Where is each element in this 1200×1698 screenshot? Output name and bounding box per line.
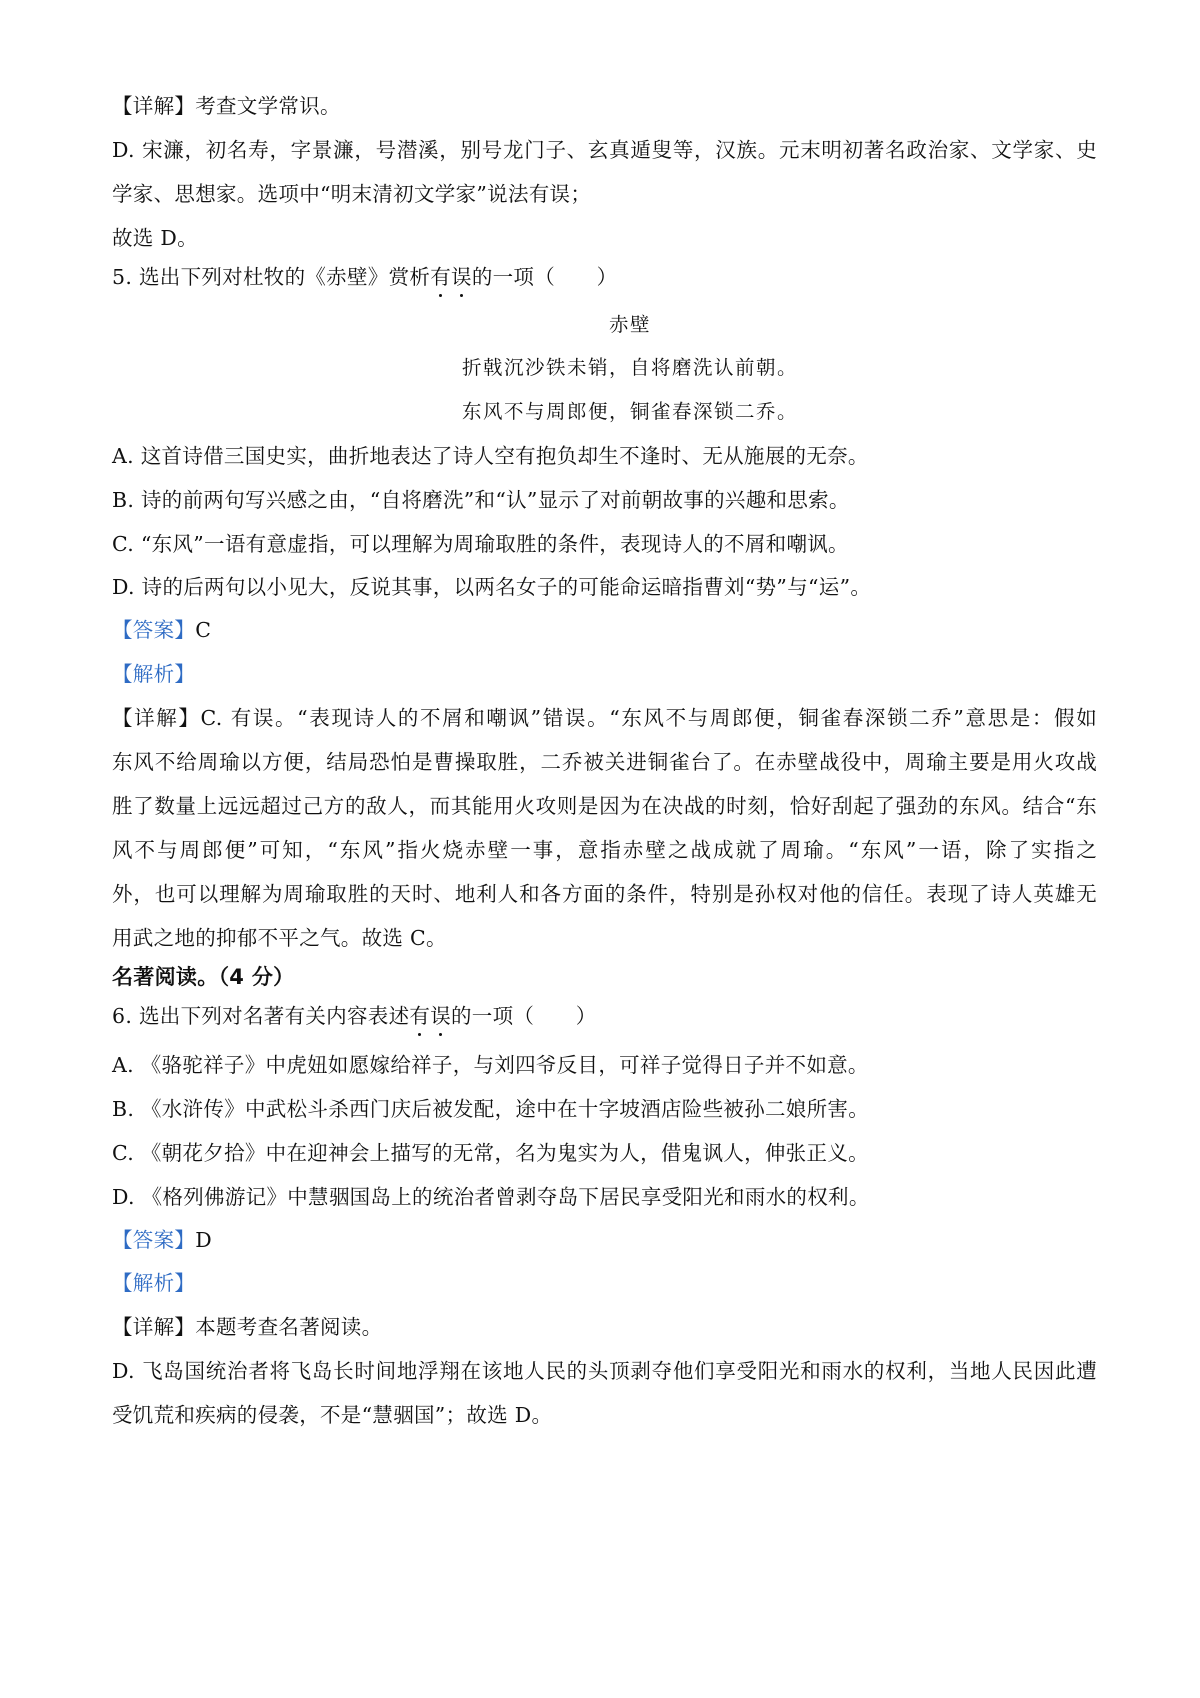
q5-detail-line-1: 【详解】C. 有误。“表现诗人的不屑和嘲讽”错误。“东风不与周郎便，铜雀春深锁二乔”意思是：假如: [112, 706, 1097, 730]
q6-option-c: C. 《朝花夕拾》中在迎神会上描写的无常，名为鬼实为人，借鬼讽人，伸张正义。: [112, 1141, 869, 1165]
q6-stem-text: 6. 选出下列对名著有关内容表述: [112, 1004, 410, 1028]
q6-stem: [112, 1001, 1097, 1031]
q5-emphasis-mark: 有: [430, 262, 451, 292]
q5-stem-text: 5. 选出下列对杜牧的《赤壁》赏析: [112, 265, 431, 289]
q6-stem-suffix: 的一项（ ）: [451, 1004, 597, 1028]
q5-analysis-label: 【解析】: [112, 662, 196, 686]
q6-emphasis-mark: 有: [409, 1001, 430, 1031]
q6-detail-line-2: D. 飞岛国统治者将飞岛长时间地浮翔在该地人民的头顶剥夺他们享受阳光和雨水的权利，当地人民因此遭: [112, 1359, 1097, 1383]
q4-conclusion: 故选 D。: [112, 226, 198, 250]
q4-detail-line-2: 学家、思想家。选项中“明末清初文学家”说法有误；: [112, 182, 592, 206]
q6-option-d: D. 《格列佛游记》中慧骃国岛上的统治者曾剥夺岛下居民享受阳光和雨水的权利。: [112, 1185, 870, 1209]
q5-option-a: A. 这首诗借三国史实，曲折地表达了诗人空有抱负却生不逢时、无从施展的无奈。: [112, 444, 869, 468]
q5-detail-line-3: 胜了数量上远远超过己方的敌人，而其能用火攻则是因为在决战的时刻，恰好刮起了强劲的东风。结合“东: [112, 794, 1097, 818]
q6-option-a: A. 《骆驼祥子》中虎妞如愿嫁给祥子，与刘四爷反目，可祥子觉得日子并不如意。: [112, 1053, 869, 1077]
answer-label: 【答案】: [112, 618, 196, 642]
answer-label: 【答案】: [112, 1228, 196, 1252]
q5-detail-line-2: 东风不给周瑜以方便，结局恐怕是曹操取胜，二乔被关进铜雀台了。在赤壁战役中，周瑜主要是用火攻战: [112, 750, 1097, 774]
q5-option-c: C. “东风”一语有意虚指，可以理解为周瑜取胜的条件，表现诗人的不屑和嘲讽。: [112, 532, 849, 556]
q5-stem: [112, 262, 1097, 292]
q6-detail-line-1: 【详解】本题考查名著阅读。: [112, 1315, 383, 1339]
q5-emphasis-mark: 误: [451, 262, 472, 292]
q6-option-b: B. 《水浒传》中武松斗杀西门庆后被发配，途中在十字坡酒店险些被孙二娘所害。: [112, 1097, 869, 1121]
q6-detail-line-3: 受饥荒和疾病的侵袭，不是“慧骃国”；故选 D。: [112, 1403, 553, 1427]
answer-value: C: [195, 618, 212, 642]
answer-value: D: [195, 1228, 212, 1252]
q5-option-d: D. 诗的后两句以小见大，反说其事，以两名女子的可能命运暗指曹刘“势”与“运”。: [112, 575, 872, 599]
section-heading: 名著阅读。（4 分）: [112, 965, 295, 989]
q5-detail-line-4: 风不与周郎便”可知，“东风”指火烧赤壁一事，意指赤壁之战成就了周瑜。“东风”一语，除了实指之: [112, 838, 1097, 862]
detail-label-q4: 【详解】考查文学常识。: [112, 94, 341, 118]
poem-line-2: 东风不与周郎便，铜雀春深锁二乔。: [461, 400, 798, 423]
q4-detail-line-1: D. 宋濂，初名寿，字景濂，号潜溪，别号龙门子、玄真遁叟等，汉族。元末明初著名政治家、文学家、史: [112, 138, 1097, 162]
q6-emphasis-mark: 误: [430, 1001, 451, 1031]
poem-line-1: 折戟沉沙铁未销，自将磨洗认前朝。: [461, 356, 798, 379]
poem-title: 赤壁: [608, 313, 651, 336]
q5-detail-line-5: 外，也可以理解为周瑜取胜的天时、地利人和各方面的条件，特别是孙权对他的信任。表现了诗人英雄无: [112, 882, 1097, 906]
q5-answer: [112, 615, 1097, 645]
q5-stem-suffix: 的一项（ ）: [471, 265, 618, 289]
q5-detail-line-6: 用武之地的抑郁不平之气。故选 C。: [112, 926, 447, 950]
q6-analysis-label: 【解析】: [112, 1271, 196, 1295]
q5-option-b: B. 诗的前两句写兴感之由，“自将磨洗”和“认”显示了对前朝故事的兴趣和思索。: [112, 488, 850, 512]
q6-answer: [112, 1225, 1097, 1255]
